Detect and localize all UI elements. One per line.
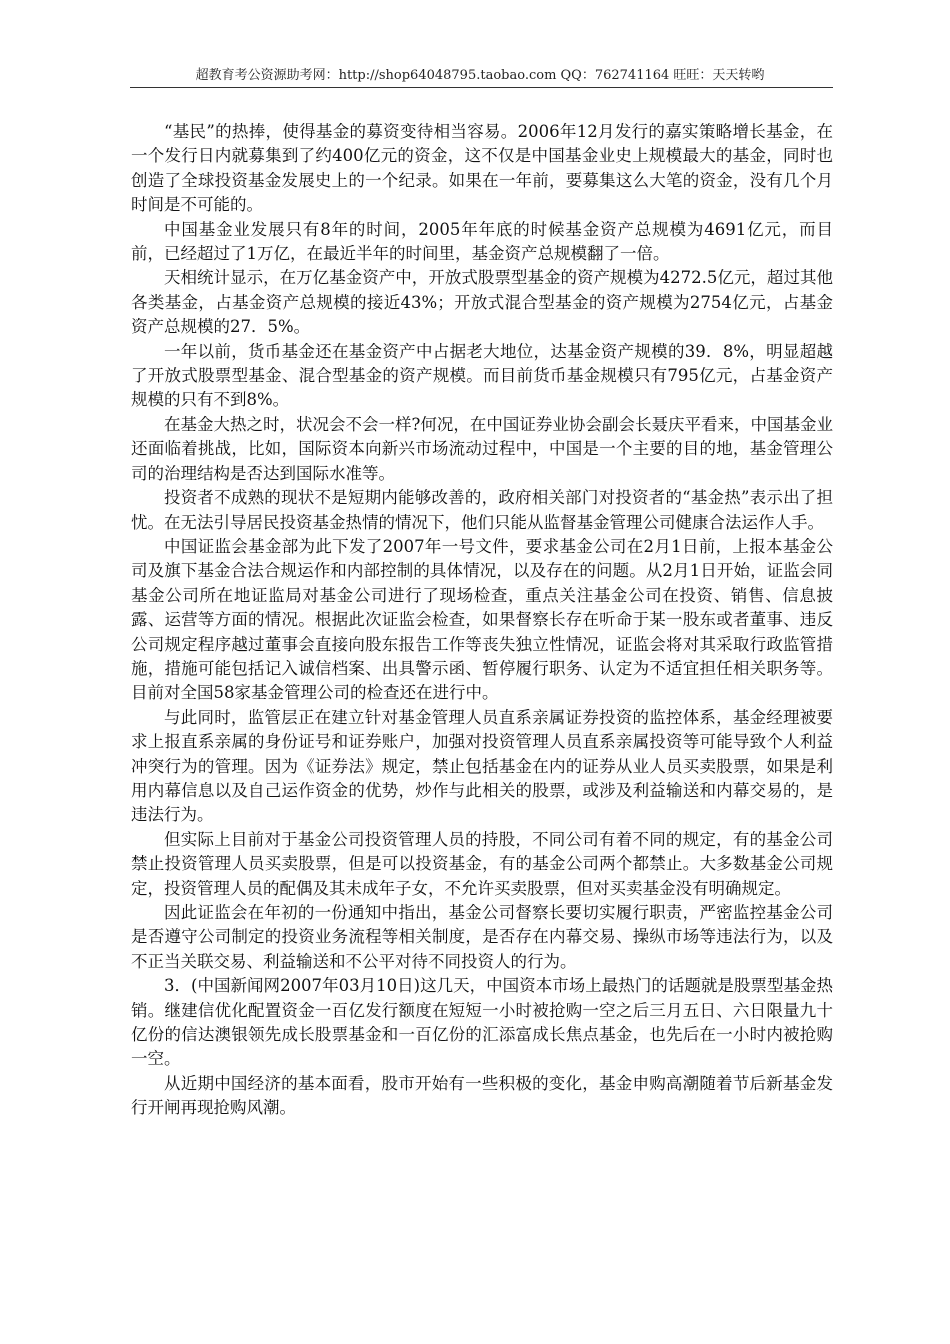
paragraph: 因此证监会在年初的一份通知中指出，基金公司督察长要切实履行职责，严密监控基金公司是否遵守公司制定的投资业务流程等相关制度，是否存在内幕交易、操纵市场等违法行为，以及不正当关联交易、利益输送和不公平对待不同投资人的行为。 [131,903,833,971]
paragraph: 在基金大热之时，状况会不会一样?何况，在中国证券业协会副会长聂庆平看来，中国基金业还面临着挑战，比如，国际资本向新兴市场流动过程中，中国是一个主要的目的地，基金管理公司的治理结构是否达到国际水准等。 [131,414,833,483]
paragraph: 天相统计显示，在万亿基金资产中，开放式股票型基金的资产规模为4272.5亿元，超过其他各类基金，占基金资产总规模的接近43%；开放式混合型基金的资产规模为2754亿元，占基金资产总规模的27．5%。 [131,268,833,337]
paragraph: 但实际上目前对于基金公司投资管理人员的持股，不同公司有着不同的规定，有的基金公司禁止投资管理人员买卖股票，但是可以投资基金，有的基金公司两个都禁止。大多数基金公司规定，投资管理人员的配偶及其未成年子女，不允许买卖股票，但对买卖基金没有明确规定。 [131,829,833,898]
paragraph: 3．(中国新闻网2007年03月10日)这几天，中国资本市场上最热门的话题就是股票型基金热销。继建信优化配置资金一百亿发行额度在短短一小时被抢购一空之后三月五日、六日限量九十亿份的信达澳银领先成长股票基金和一百亿份的汇添富成长焦点基金，也先后在一小时内被抢购一空。 [131,976,833,1069]
paragraph: 中国证监会基金部为此下发了2007年一号文件，要求基金公司在2月1日前，上报本基金公司及旗下基金合法合规运作和内部控制的具体情况，以及存在的问题。从2月1日开始，证监会同基金公司所在地证监局对基金公司进行了现场检查，重点关注基金公司在投资、销售、信息披露、运营等方面的情况。根据此次证监会检查，如果督察长存在听命于某一股东或者董事、违反公司规定程序越过董事会直接向股东报告工作等丧失独立性情况，证监会将对其采取行政监管措施，措施可能包括记入诚信档案、出具警示函、暂停履行职务、认定为不适宜担任相关职务等。目前对全国58家基金管理公司的检查还在进行中。 [131,536,833,703]
page-header: 超教育考公资源助考网：http://shop64048795.taobao.com QQ：762741164 旺旺：天天转哟 [195,68,765,83]
paragraph: 与此同时，监管层正在建立针对基金管理人员直系亲属证券投资的监控体系，基金经理被要求上报直系亲属的身份证号和证券账户，加强对投资管理人员直系亲属投资等可能导致个人利益冲突行为的管理。因为《证券法》规定，禁止包括基金在内的证券从业人员买卖股票，如果是利用内幕信息以及自己运作资金的优势，炒作与此相关的股票，或涉及利益输送和内幕交易的，是违法行为。 [131,707,833,825]
header-divider [130,87,833,88]
paragraph: 投资者不成熟的现状不是短期内能够改善的，政府相关部门对投资者的“基金热”表示出了担忧。在无法引导居民投资基金热情的情况下，他们只能从监督基金管理公司健康合法运作人手。 [131,488,833,532]
paragraph: 从近期中国经济的基本面看，股市开始有一些积极的变化，基金申购高潮随着节后新基金发行开闸再现抢购风潮。 [131,1073,833,1118]
paragraph: 一年以前，货币基金还在基金资产中占据老大地位，达基金资产规模的39．8%，明显超越了开放式股票型基金、混合型基金的资产规模。而目前货币基金规模只有795亿元，占基金资产规模的只有不到8%。 [131,341,833,410]
document-body [131,120,833,1121]
paragraph: “基民”的热捧，使得基金的募资变待相当容易。2006年12月发行的嘉实策略增长基金，在一个发行日内就募集到了约400亿元的资金，这不仅是中国基金业史上规模最大的基金，同时也创造了全球投资基金发展史上的一个纪录。如果在一年前，要募集这么大笔的资金，没有几个月时间是不可能的。 [131,122,833,215]
paragraph: 中国基金业发展只有8年的时间，2005年年底的时候基金资产总规模为4691亿元，而目前，已经超过了1万亿，在最近半年的时间里，基金资产总规模翻了一倍。 [131,219,833,264]
